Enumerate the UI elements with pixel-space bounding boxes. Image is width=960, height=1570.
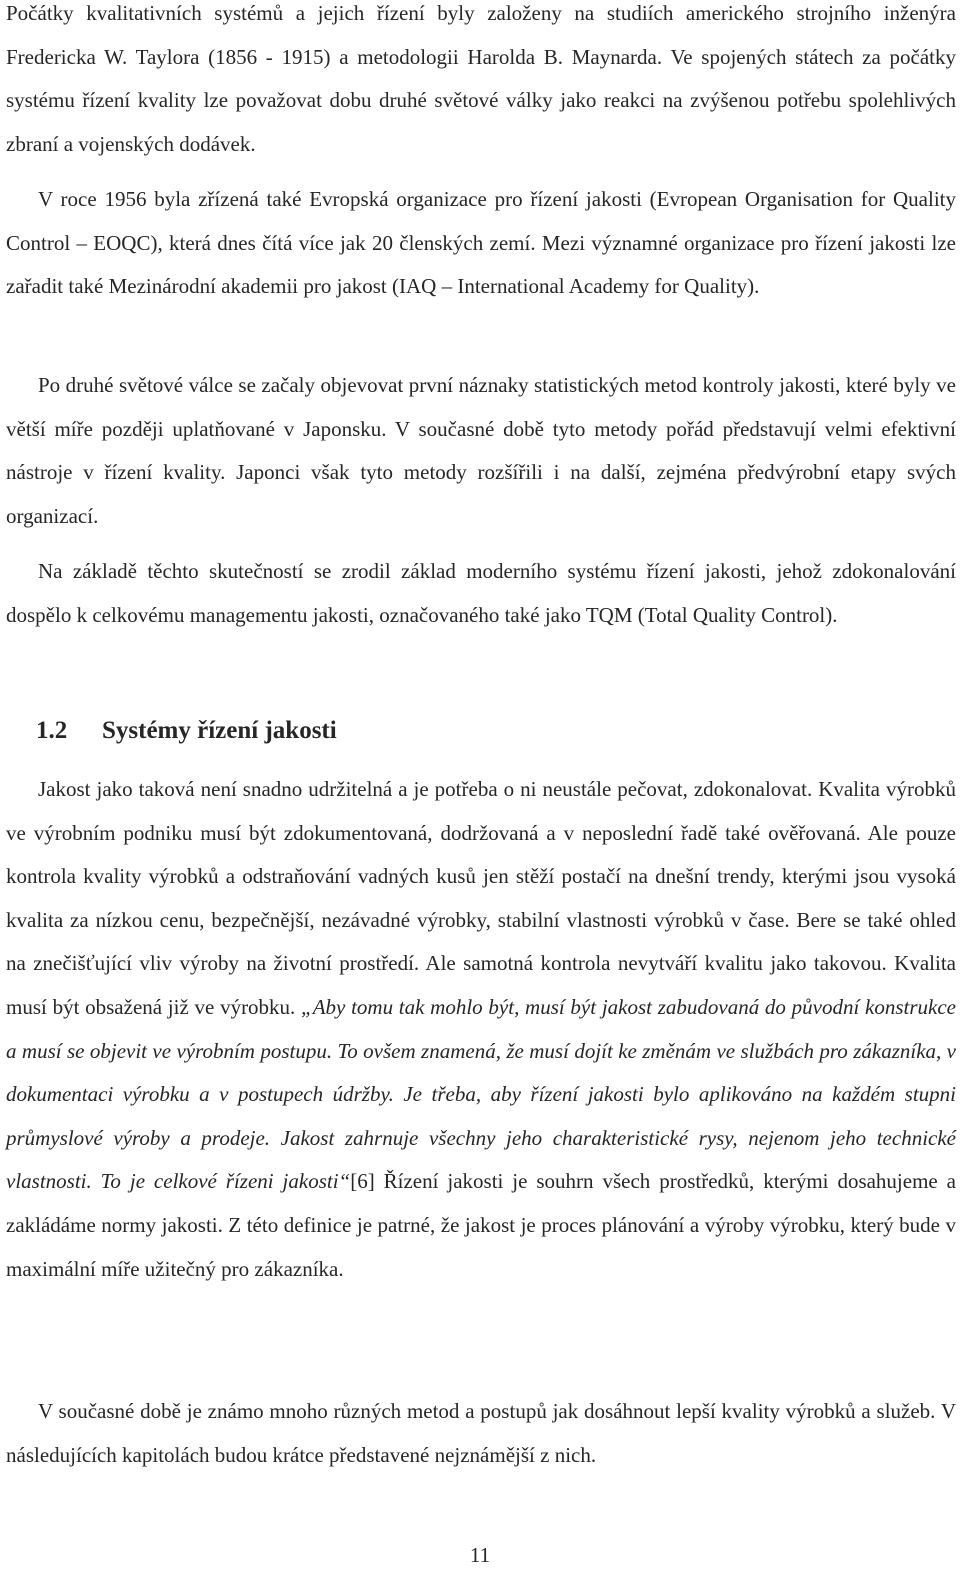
section-number: 1.2 xyxy=(36,717,68,744)
section-title: Systémy řízení jakosti xyxy=(102,717,337,744)
quotation: „Aby tomu tak mohlo být, musí být jakost zabudovaná do původní konstrukce a musí se objevit ve výrobním postupu. To ovšem znamená, že musí dojít ke změnám ve službách pro zákazníka, v dokumentaci výrobku a v postupech údržby. Je třeba, aby řízení jakosti bylo aplikováno na každém stupni průmyslové výroby a prodeje. Jakost zahrnuje všechny jeho charakteristické rysy, nejenom jeho technické vlastnosti. To je celkové řízeni jakosti“ xyxy=(6,994,956,1194)
paragraph-2: V roce 1956 byla zřízená také Evropská organizace pro řízení jakosti (Evropean Organisation for Quality Control – EOQC), která dnes čítá více jak 20 členských zemí. Mezi významné organizace pro řízení jakosti lze zařadit také Mezinárodní akademii pro jakost (IAQ – International Academy for Quality). xyxy=(6,187,956,299)
section-heading xyxy=(36,706,936,756)
final-paragraph: V současné době je známo mnoho různých metod a postupů jak dosáhnout lepší kvality výrobků a služeb. V následujících kapitolách budou krátce představené nejznámější z nich. xyxy=(6,1399,956,1467)
paragraph-1: Počátky kvalitativních systémů a jejich řízení byly založeny na studiích amerického strojního inženýra Fredericka W. Taylora (1856 - 1915) a metodologii Harolda B. Maynarda. Ve spojených státech za počátky systému řízení kvality lze považovat dobu druhé světové války jako reakci na zvýšenou potřebu spolehlivých zbraní a vojenských dodávek. xyxy=(6,1,956,156)
paragraph-4: Na základě těchto skutečností se zrodil základ moderního systému řízení jakosti, jehož zdokonalování dospělo k celkovému managementu jakosti, označovaného také jako TQM (Total Quality Control). xyxy=(6,559,956,627)
page-number: 11 xyxy=(469,1543,491,1567)
paragraph-3: Po druhé světové válce se začaly objevovat první náznaky statistických metod kontroly jakosti, které byly ve větší míře později uplatňované v Japonsku. V současné době tyto metody pořád představují velmi efektivní nástroje v řízení kvality. Japonci však tyto metody rozšířili i na další, zejména předvýrobní etapy svých organizací. xyxy=(6,373,956,528)
section-text-after-quote: [6] Řízení jakosti je souhrn všech prostředků, kterými dosahujeme a zakládáme normy jakosti. Z této definice je patrné, že jakost je proces plánování a výroby výrobku, který bude v maximální míře užitečný pro zákazníka. xyxy=(6,1169,956,1281)
section-text-before-quote: Jakost jako taková není snadno udržitelná a je potřeba o ni neustále pečovat, zdokonalovat. Kvalita výrobků ve výrobním podniku musí být zdokumentovaná, dodržovaná a v neposlední řadě také ověřovaná. Ale pouze kontrola kvality výrobků a odstraňování vadných kusů jen stěží postačí na dnešní trendy, kterými jsou vysoká kvalita za nízkou cenu, bezpečnější, nezávadné výrobky, stabilní vlastnosti výrobků v čase. Bere se také ohled na znečišťující vliv výroby na životní prostředí. Ale samotná kontrola nevytváří kvalitu jako takovou. Kvalita musí být obsažená již ve výrobku. xyxy=(6,777,956,1019)
section-paragraph xyxy=(6,768,956,1291)
